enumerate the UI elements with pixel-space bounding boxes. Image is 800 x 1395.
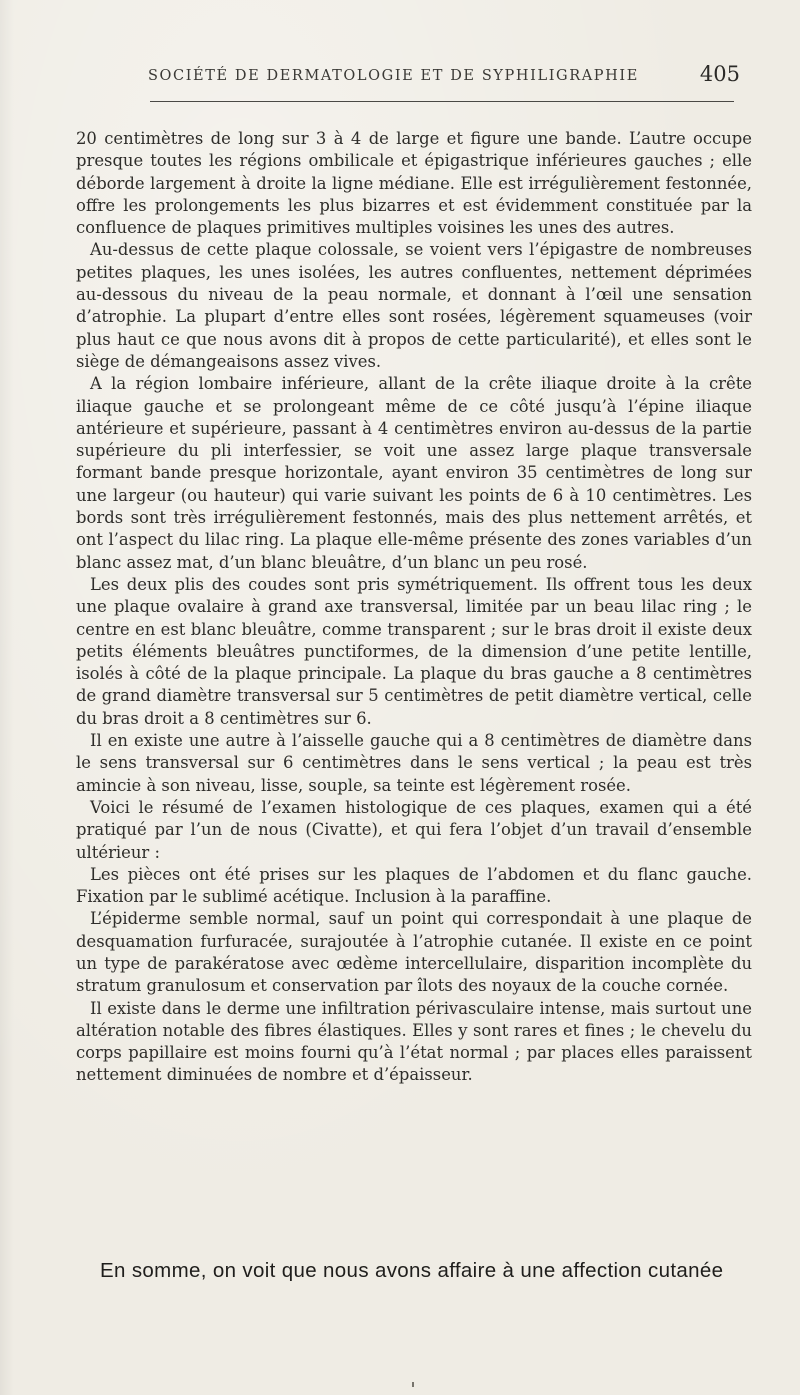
- page-number: 405: [699, 62, 740, 86]
- page-header: [148, 62, 740, 92]
- paragraph: Au-dessus de cette plaque colossale, se voient vers l’épigastre de nombreuses petites plaques, les unes isolées, les autres confluentes, nettement déprimées au-dessous du niveau de la peau normale, et donnant à l’œil une sensation d’atrophie. La plupart d’entre elles sont rosées, légèrement squameuses (voir plus haut ce que nous avons dit à propos de cette particularité), et elles sont le siège de démangeaisons assez vives.: [76, 240, 752, 371]
- closing-line: En somme, on voit que nous avons affaire à une affection cutanée: [100, 1259, 724, 1282]
- paragraph: L’épiderme semble normal, sauf un point qui correspondait à une plaque de desquamation furfuracée, surajoutée à l’atrophie cutanée. Il existe en ce point un type de parakératose avec œdème intercellulaire, disparition incomplète du stratum granulosum et conservation par îlots des noyaux de la couche cornée.: [76, 909, 752, 996]
- paragraph: Les deux plis des coudes sont pris symétriquement. Ils offrent tous les deux une plaque ovalaire à grand axe transversal, limitée par un beau lilac ring ; le centre en est blanc bleuâtre, comme transparent ; sur le bras droit il existe deux petits éléments bleuâtres punctiformes, de la dimension d’une petite lentille, isolés à côté de la plaque principale. La plaque du bras gauche a 8 centimètres de grand diamètre transversal sur 5 centimètres de petit diamètre vertical, celle du bras droit a 8 centimètres sur 6.: [76, 574, 752, 728]
- paragraph: Les pièces ont été prises sur les plaques de l’abdomen et du flanc gauche. Fixation par le sublimé acétique. Inclusion à la paraffine.: [76, 864, 752, 907]
- paragraph: A la région lombaire inférieure, allant de la crête iliaque droite à la crête iliaque gauche et se prolongeant même de ce côté jusqu’à l’épine iliaque antérieure et supérieure, passant à 4 centimètres environ au-dessus de la partie supérieure du pli interfessier, se voit une assez large plaque transversale formant bande presque horizontale, ayant environ 35 centimètres de long sur une largeur (ou hauteur) qui varie suivant les points de 6 à 10 centimètres. Les bords sont très irrégulièrement festonnés, mais des plus nettement arrêtés, et ont l’aspect du lilac ring. La plaque elle-même présente des zones variables d’un blanc assez mat, d’un blanc bleuâtre, d’un blanc un peu rosé.: [76, 374, 752, 572]
- paragraph: Il en existe une autre à l’aisselle gauche qui a 8 centimètres de diamètre dans le sens transversal sur 6 centimètres dans le sens vertical ; la peau est très amincie à son niveau, lisse, souple, sa teinte est légèrement rosée.: [76, 731, 752, 795]
- paragraph: Il existe dans le derme une infiltration périvasculaire intense, mais surtout une altération notable des fibres élastiques. Elles y sont rares et fines ; le chevelu du corps papillaire est moins fourni qu’à l’état normal ; par places elles paraissent nettement diminuées de nombre et d’épaisseur.: [76, 998, 752, 1085]
- print-speck: [412, 1382, 414, 1387]
- paragraph: 20 centimètres de long sur 3 à 4 de large et figure une bande. L’autre occupe presque toutes les régions ombilicale et épigastrique inférieures gauches ; elle déborde largement à droite la ligne médiane. Elle est irrégulièrement festonnée, offre les prolongements les plus bizarres et est évidemment constituée par la confluence de plaques primitives multiples voisines les unes des autres.: [76, 129, 752, 238]
- body-text: [76, 128, 752, 1087]
- header-rule: [150, 101, 734, 102]
- paragraph: Voici le résumé de l’examen histologique de ces plaques, examen qui a été pratiqué par l’un de nous (Civatte), et qui fera l’objet d’un travail d’ensemble ultérieur :: [76, 797, 752, 862]
- running-head: SOCIÉTÉ DE DERMATOLOGIE ET DE SYPHILIGRAPHIE: [148, 68, 639, 84]
